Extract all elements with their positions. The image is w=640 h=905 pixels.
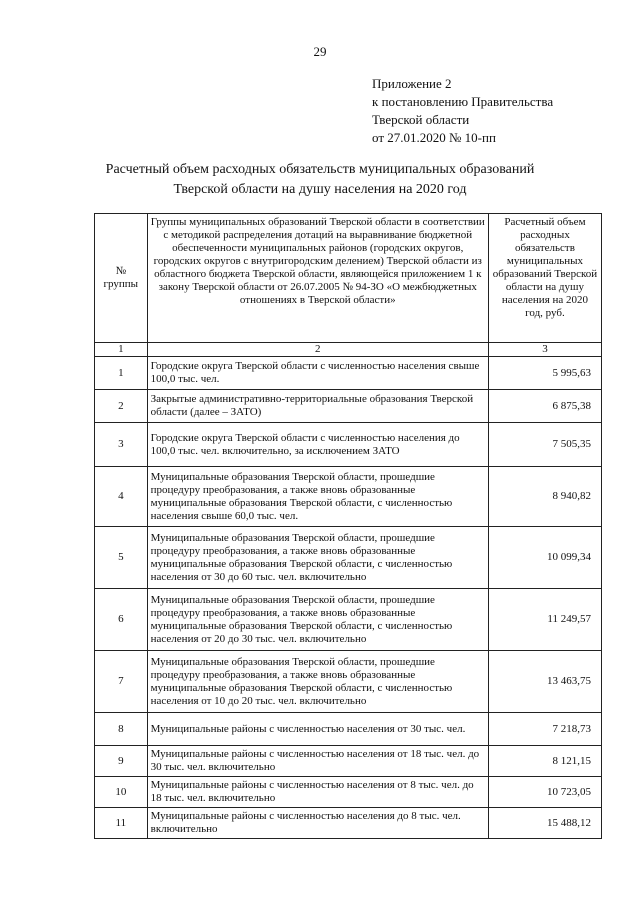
appendix-line-3: Тверской области (372, 112, 470, 127)
column-number-1: 1 (95, 343, 148, 357)
document-title (60, 160, 580, 200)
row-description: Муниципальные образования Тверской области, прошедшие процедуру преобразования, а также вновь образованные муниципальные образования Тверской области, с численностью населения от 10 до 20 тыс. чел. включительно (147, 651, 488, 713)
table-row (95, 777, 602, 808)
table-row (95, 527, 602, 589)
row-value: 8 121,15 (488, 746, 601, 777)
row-value: 6 875,38 (488, 390, 601, 423)
expenditure-table (94, 213, 602, 839)
row-description: Муниципальные образования Тверской области, прошедшие процедуру преобразования, а также вновь образованные муниципальные образования Тверской области, с численностью населения от 30 до 60 тыс. чел. включительно (147, 527, 488, 589)
row-number: 2 (95, 390, 148, 423)
row-number: 3 (95, 423, 148, 467)
table-row (95, 713, 602, 746)
column-numbers-row (95, 343, 602, 357)
row-number: 11 (95, 808, 148, 839)
header-group-number: № группы (95, 214, 148, 343)
row-number: 9 (95, 746, 148, 777)
row-number: 7 (95, 651, 148, 713)
table-row (95, 651, 602, 713)
column-number-3: 3 (488, 343, 601, 357)
row-number: 8 (95, 713, 148, 746)
row-number: 10 (95, 777, 148, 808)
row-value: 8 940,82 (488, 467, 601, 527)
row-number: 5 (95, 527, 148, 589)
row-value: 7 505,35 (488, 423, 601, 467)
table-header-row (95, 214, 602, 343)
row-value: 13 463,75 (488, 651, 601, 713)
header-expenditure: Расчетный объем расходных обязательств муниципальных образований Тверской области на душу населения на 2020 год, руб. (488, 214, 601, 343)
row-value: 15 488,12 (488, 808, 601, 839)
table-row (95, 423, 602, 467)
table-row (95, 808, 602, 839)
row-number: 1 (95, 357, 148, 390)
row-description: Муниципальные образования Тверской области, прошедшие процедуру преобразования, а также вновь образованные муниципальные образования Тверской области, с численностью населения свыше 60,0 тыс. чел. (147, 467, 488, 527)
row-description: Муниципальные районы с численностью населения от 30 тыс. чел. (147, 713, 488, 746)
row-description: Муниципальные образования Тверской области, прошедшие процедуру преобразования, а также вновь образованные муниципальные образования Тверской области, с численностью населения от 20 до 30 тыс. чел. включительно (147, 589, 488, 651)
header-group-description: Группы муниципальных образований Тверской области в соответствии с методикой распределения дотаций на выравнивание бюджетной обеспеченности муниципальных районов (городских округов, городских округов с внутригородским делением) Тверской области из областного бюджета Тверской области, являющейся приложением 1 к закону Тверской области от 26.07.2005 № 94-ЗО «О межбюджетных отношениях в Тверской области» (147, 214, 488, 343)
title-line-1: Расчетный объем расходных обязательств муниципальных образований (105, 162, 535, 177)
table-row (95, 589, 602, 651)
title-line-2: Тверской области на душу населения на 2020 год (173, 182, 467, 197)
row-number: 6 (95, 589, 148, 651)
row-description: Городские округа Тверской области с численностью населения до 100,0 тыс. чел. включительно, за исключением ЗАТО (147, 423, 488, 467)
row-description: Закрытые административно-территориальные образования Тверской области (далее – ЗАТО) (147, 390, 488, 423)
row-description: Муниципальные районы с численностью населения до 8 тыс. чел. включительно (147, 808, 488, 839)
row-value: 7 218,73 (488, 713, 601, 746)
table-row (95, 467, 602, 527)
row-value: 11 249,57 (488, 589, 601, 651)
table-row (95, 746, 602, 777)
table-row (95, 357, 602, 390)
appendix-line-4: от 27.01.2020 № 10-пп (372, 130, 496, 145)
row-description: Муниципальные районы с численностью населения от 18 тыс. чел. до 30 тыс. чел. включительно (147, 746, 488, 777)
page-number: 29 (313, 44, 327, 59)
column-number-2: 2 (147, 343, 488, 357)
row-description: Муниципальные районы с численностью населения от 8 тыс. чел. до 18 тыс. чел. включительно (147, 777, 488, 808)
table-row (95, 390, 602, 423)
row-description: Городские округа Тверской области с численностью населения свыше 100,0 тыс. чел. (147, 357, 488, 390)
appendix-block (372, 75, 553, 147)
appendix-line-1: Приложение 2 (372, 76, 452, 91)
row-value: 5 995,63 (488, 357, 601, 390)
row-number: 4 (95, 467, 148, 527)
row-value: 10 099,34 (488, 527, 601, 589)
appendix-line-2: к постановлению Правительства (372, 94, 554, 109)
row-value: 10 723,05 (488, 777, 601, 808)
